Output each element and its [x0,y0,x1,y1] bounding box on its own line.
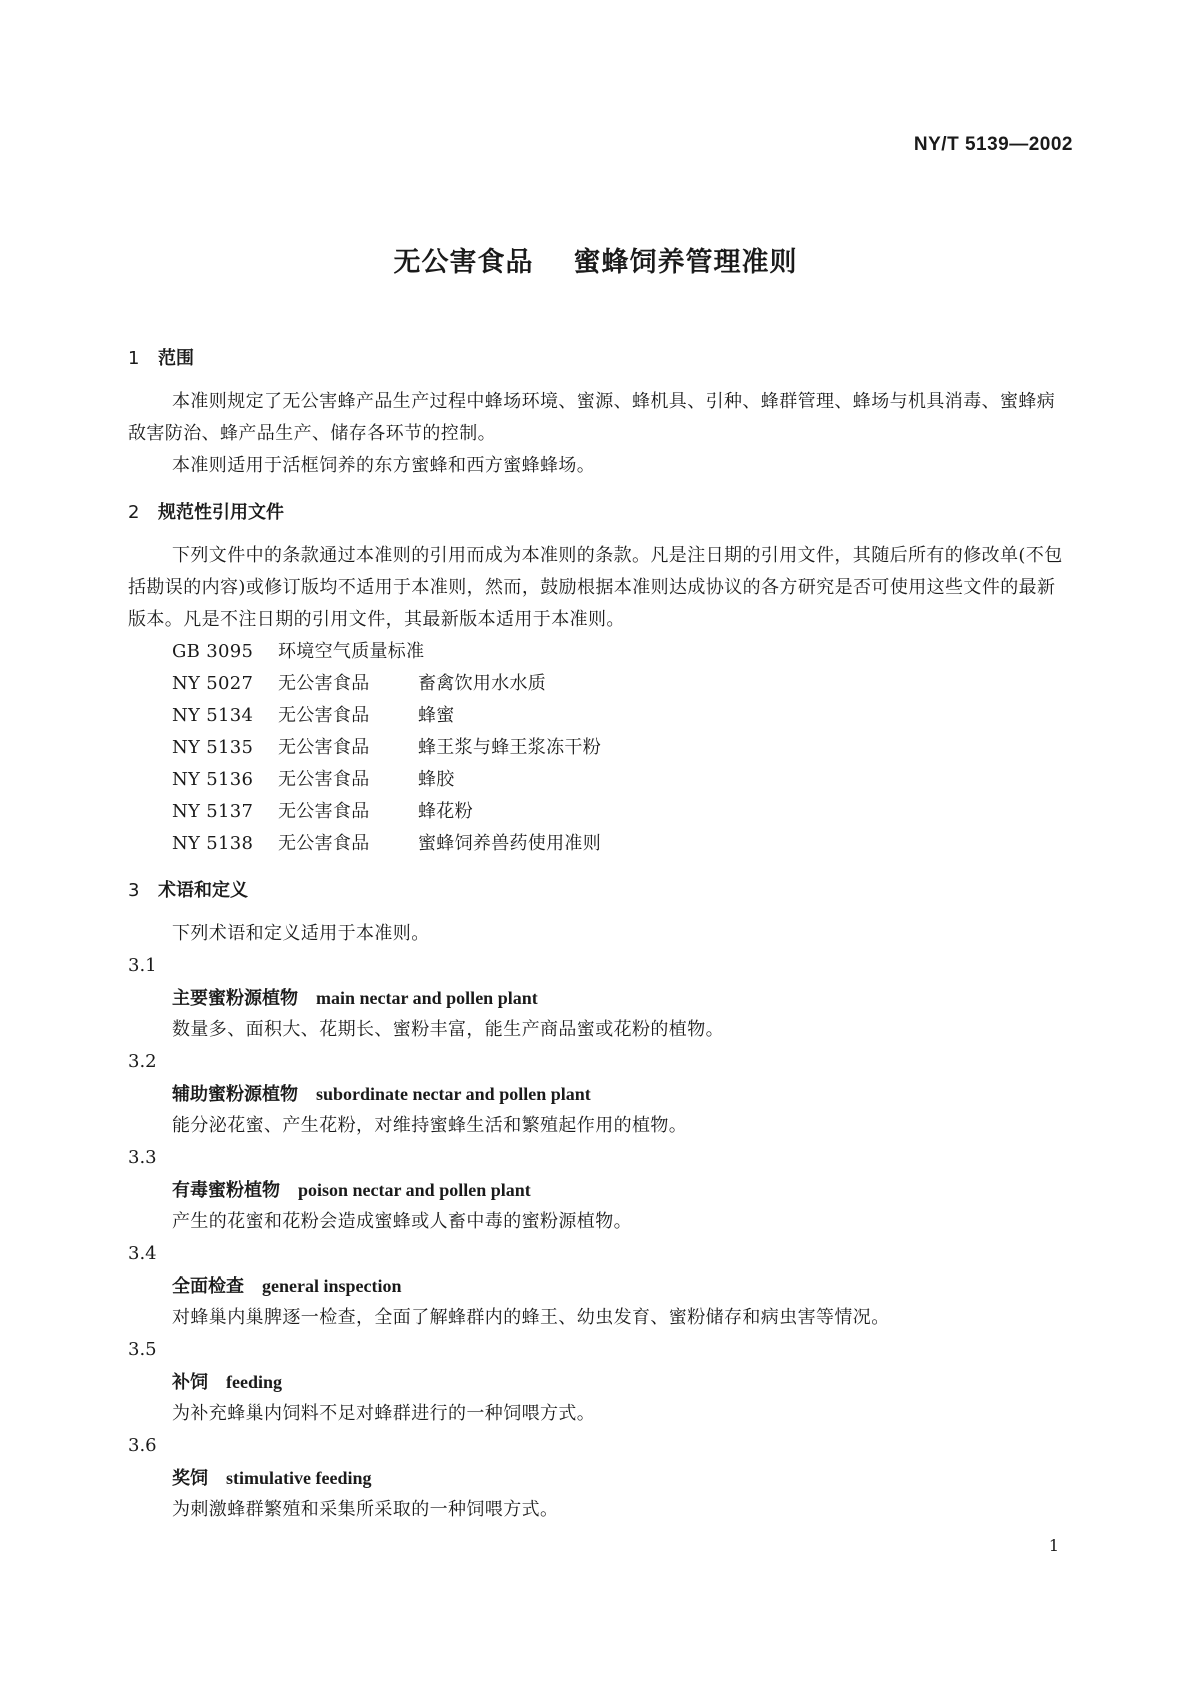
section-3-intro: 下列术语和定义适用于本准则。 [172,923,430,944]
term-heading [128,1366,1068,1398]
reference-name: 蜂花粉 [418,801,473,822]
term-entry [128,1430,1068,1526]
term-heading [128,1078,1068,1110]
reference-name: 环境空气质量标准 [278,641,425,662]
section-1-heading [128,344,1068,374]
reference-prefix: 无公害食品 [278,833,370,854]
reference-name: 畜禽饮用水水质 [418,673,547,694]
reference-code: NY 5137 [172,801,254,822]
section-title: 范围 [158,348,194,369]
reference-prefix: 无公害食品 [278,705,370,726]
term-number: 3.6 [128,1435,157,1456]
term-en: main nectar and pollen plant [316,988,538,1008]
document-body [128,344,1068,1526]
reference-list [128,636,1068,860]
section-number: 3 [128,880,140,901]
section-number: 1 [128,348,140,369]
term-zh: 全面检查 [172,1276,244,1297]
term-en: subordinate nectar and pollen plant [316,1084,591,1104]
term-entry [128,1046,1068,1142]
reference-prefix: 无公害食品 [278,801,370,822]
term-zh: 有毒蜜粉植物 [172,1180,280,1201]
section-1-paragraph-2: 本准则适用于活框饲养的东方蜜蜂和西方蜜蜂蜂场。 [172,455,596,476]
reference-code: NY 5136 [172,769,254,790]
section-title: 规范性引用文件 [158,502,284,523]
section-1-paragraph-1: 本准则规定了无公害蜂产品生产过程中蜂场环境、蜜源、蜂机具、引种、蜂群管理、蜂场与机具消毒、蜜蜂病敌害防治、蜂产品生产、储存各环节的控制。 [128,391,1056,444]
term-heading [128,1462,1068,1494]
term-en: poison nectar and pollen plant [298,1180,531,1200]
standard-code: NY/T 5139—2002 [913,134,1073,155]
term-heading [128,1174,1068,1206]
reference-code: NY 5138 [172,833,254,854]
reference-code: GB 3095 [172,641,254,662]
title-part-1: 无公害食品 [393,247,534,278]
term-en: feeding [226,1372,282,1392]
reference-item [128,668,1068,700]
term-entry [128,1334,1068,1430]
reference-prefix: 无公害食品 [278,737,370,758]
reference-item [128,732,1068,764]
term-entry [128,1238,1068,1334]
term-definition: 能分泌花蜜、产生花粉，对维持蜜蜂生活和繁殖起作用的植物。 [172,1115,688,1136]
reference-item [128,764,1068,796]
section-2-heading [128,498,1068,528]
reference-name: 蜂王浆与蜂王浆冻干粉 [418,737,601,758]
section-2-paragraph: 下列文件中的条款通过本准则的引用而成为本准则的条款。凡是注日期的引用文件，其随后所有的修改单(不包括勘误的内容)或修订版均不适用于本准则，然而，鼓励根据本准则达成协议的各方研究是否可使用这些文件的最新版本。凡是不注日期的引用文件，其最新版本适用于本准则。 [128,545,1063,630]
term-number: 3.5 [128,1339,157,1360]
section-title: 术语和定义 [158,880,248,901]
term-zh: 辅助蜜粉源植物 [172,1084,298,1105]
reference-code: NY 5134 [172,705,254,726]
term-definition: 数量多、面积大、花期长、蜜粉丰富，能生产商品蜜或花粉的植物。 [172,1019,724,1040]
reference-prefix: 无公害食品 [278,673,370,694]
term-definition: 为补充蜂巢内饲料不足对蜂群进行的一种饲喂方式。 [172,1403,596,1424]
term-en: general inspection [262,1276,402,1296]
term-zh: 奖饲 [172,1468,208,1489]
term-list [128,950,1068,1526]
term-heading [128,982,1068,1014]
document-title [0,240,1191,279]
term-entry [128,1142,1068,1238]
reference-code: NY 5135 [172,737,254,758]
reference-item [128,796,1068,828]
term-en: stimulative feeding [226,1468,372,1488]
reference-prefix: 无公害食品 [278,769,370,790]
reference-name: 蜂蜜 [418,705,455,726]
term-number: 3.3 [128,1147,157,1168]
reference-item [128,700,1068,732]
term-heading [128,1270,1068,1302]
term-zh: 补饲 [172,1372,208,1393]
page-number: 1 [1048,1536,1059,1555]
term-number: 3.2 [128,1051,157,1072]
reference-name: 蜜蜂饲养兽药使用准则 [418,833,601,854]
section-number: 2 [128,502,140,523]
term-definition: 为刺激蜂群繁殖和采集所采取的一种饲喂方式。 [172,1499,559,1520]
term-definition: 对蜂巢内巢脾逐一检查，全面了解蜂群内的蜂王、幼虫发育、蜜粉储存和病虫害等情况。 [172,1307,890,1328]
term-number: 3.4 [128,1243,157,1264]
term-definition: 产生的花蜜和花粉会造成蜜蜂或人畜中毒的蜜粉源植物。 [172,1211,632,1232]
term-number: 3.1 [128,955,157,976]
section-3-heading [128,876,1068,906]
term-zh: 主要蜜粉源植物 [172,988,298,1009]
reference-item [128,636,1068,668]
reference-item [128,828,1068,860]
title-part-2: 蜜蜂饲养管理准则 [573,247,798,278]
reference-code: NY 5027 [172,673,254,694]
term-entry [128,950,1068,1046]
reference-name: 蜂胶 [418,769,455,790]
